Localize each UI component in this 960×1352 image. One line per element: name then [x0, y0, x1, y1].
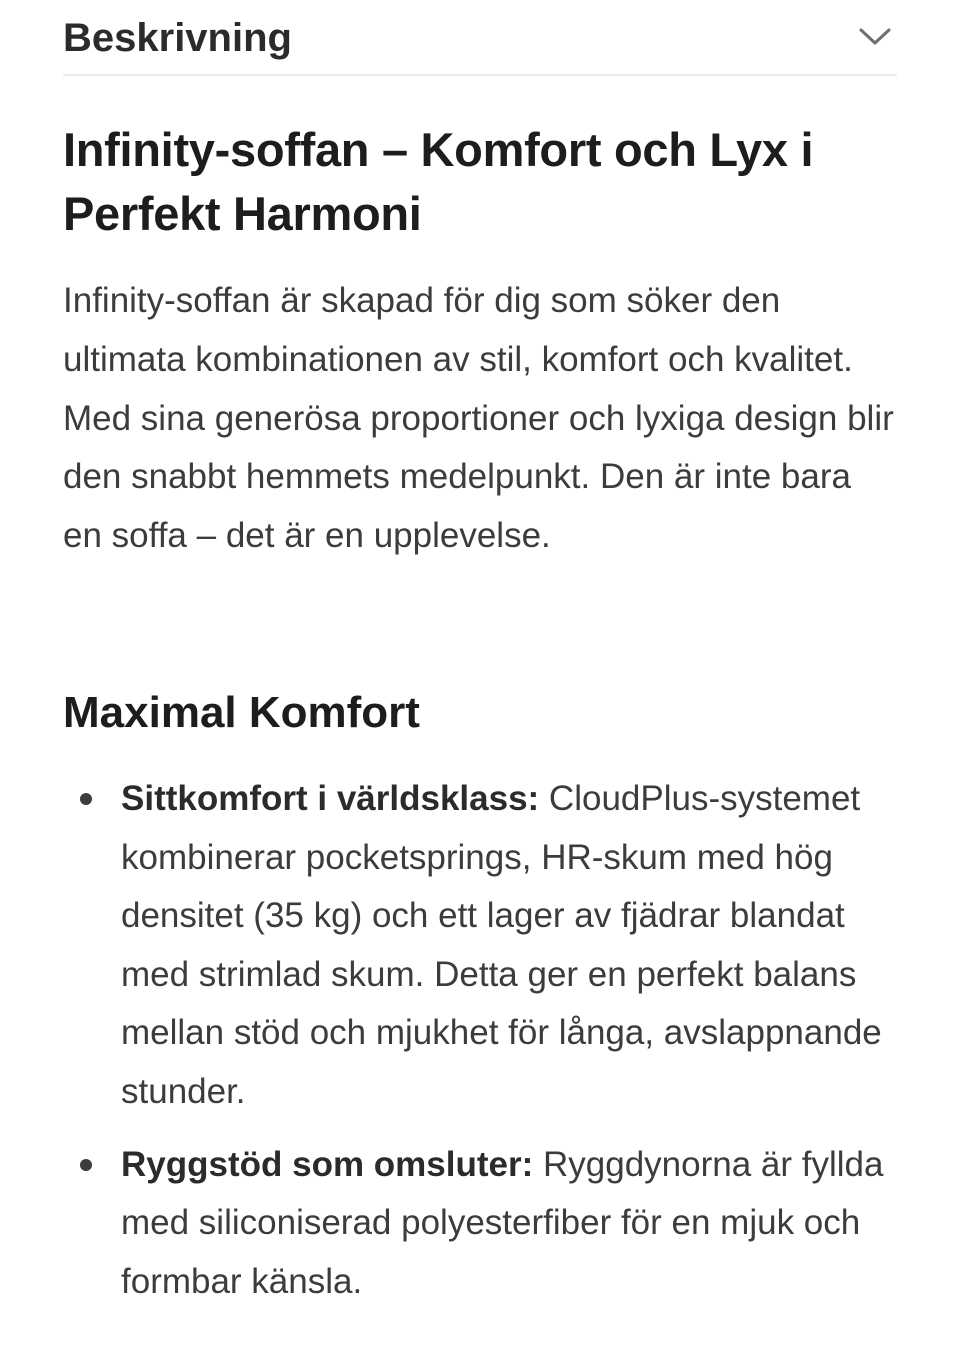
- section-title: Beskrivning: [63, 16, 292, 60]
- product-title: Infinity-soffan – Komfort och Lyx i Perfekt Harmoni: [63, 123, 814, 240]
- comfort-feature-list: [63, 770, 897, 1325]
- description-accordion-header[interactable]: [63, 0, 897, 76]
- comfort-heading: Maximal Komfort: [63, 688, 420, 737]
- list-item: [63, 770, 897, 1122]
- feature-label: Ryggstöd som omsluter:: [121, 1144, 534, 1184]
- feature-text: CloudPlus-systemet kombinerar pocketsprings, HR-skum med hög densitet (35 kg) och ett lager av fjädrar blandat med strimlad skum. Detta ger en perfekt balans mellan stöd och mjukhet för långa, avslappnande stunder.: [121, 779, 882, 1111]
- list-item: [63, 1136, 897, 1312]
- bullet-icon: [80, 793, 92, 805]
- bullet-icon: [80, 1159, 92, 1171]
- product-intro: Infinity-soffan är skapad för dig som söker den ultimata kombinationen av stil, komfort och kvalitet. Med sina generösa proportioner och lyxiga design blir den snabbt hemmets medelpunkt. Den är inte bara en soffa – det är en upplevelse.: [63, 281, 894, 556]
- feature-text: Ryggdynorna är fyllda med siliconiserad polyesterfiber för en mjuk och formbar känsla.: [121, 1144, 884, 1301]
- product-description: [63, 0, 897, 1301]
- chevron-down-icon[interactable]: [857, 22, 893, 50]
- feature-label: Sittkomfort i världsklass:: [121, 779, 540, 818]
